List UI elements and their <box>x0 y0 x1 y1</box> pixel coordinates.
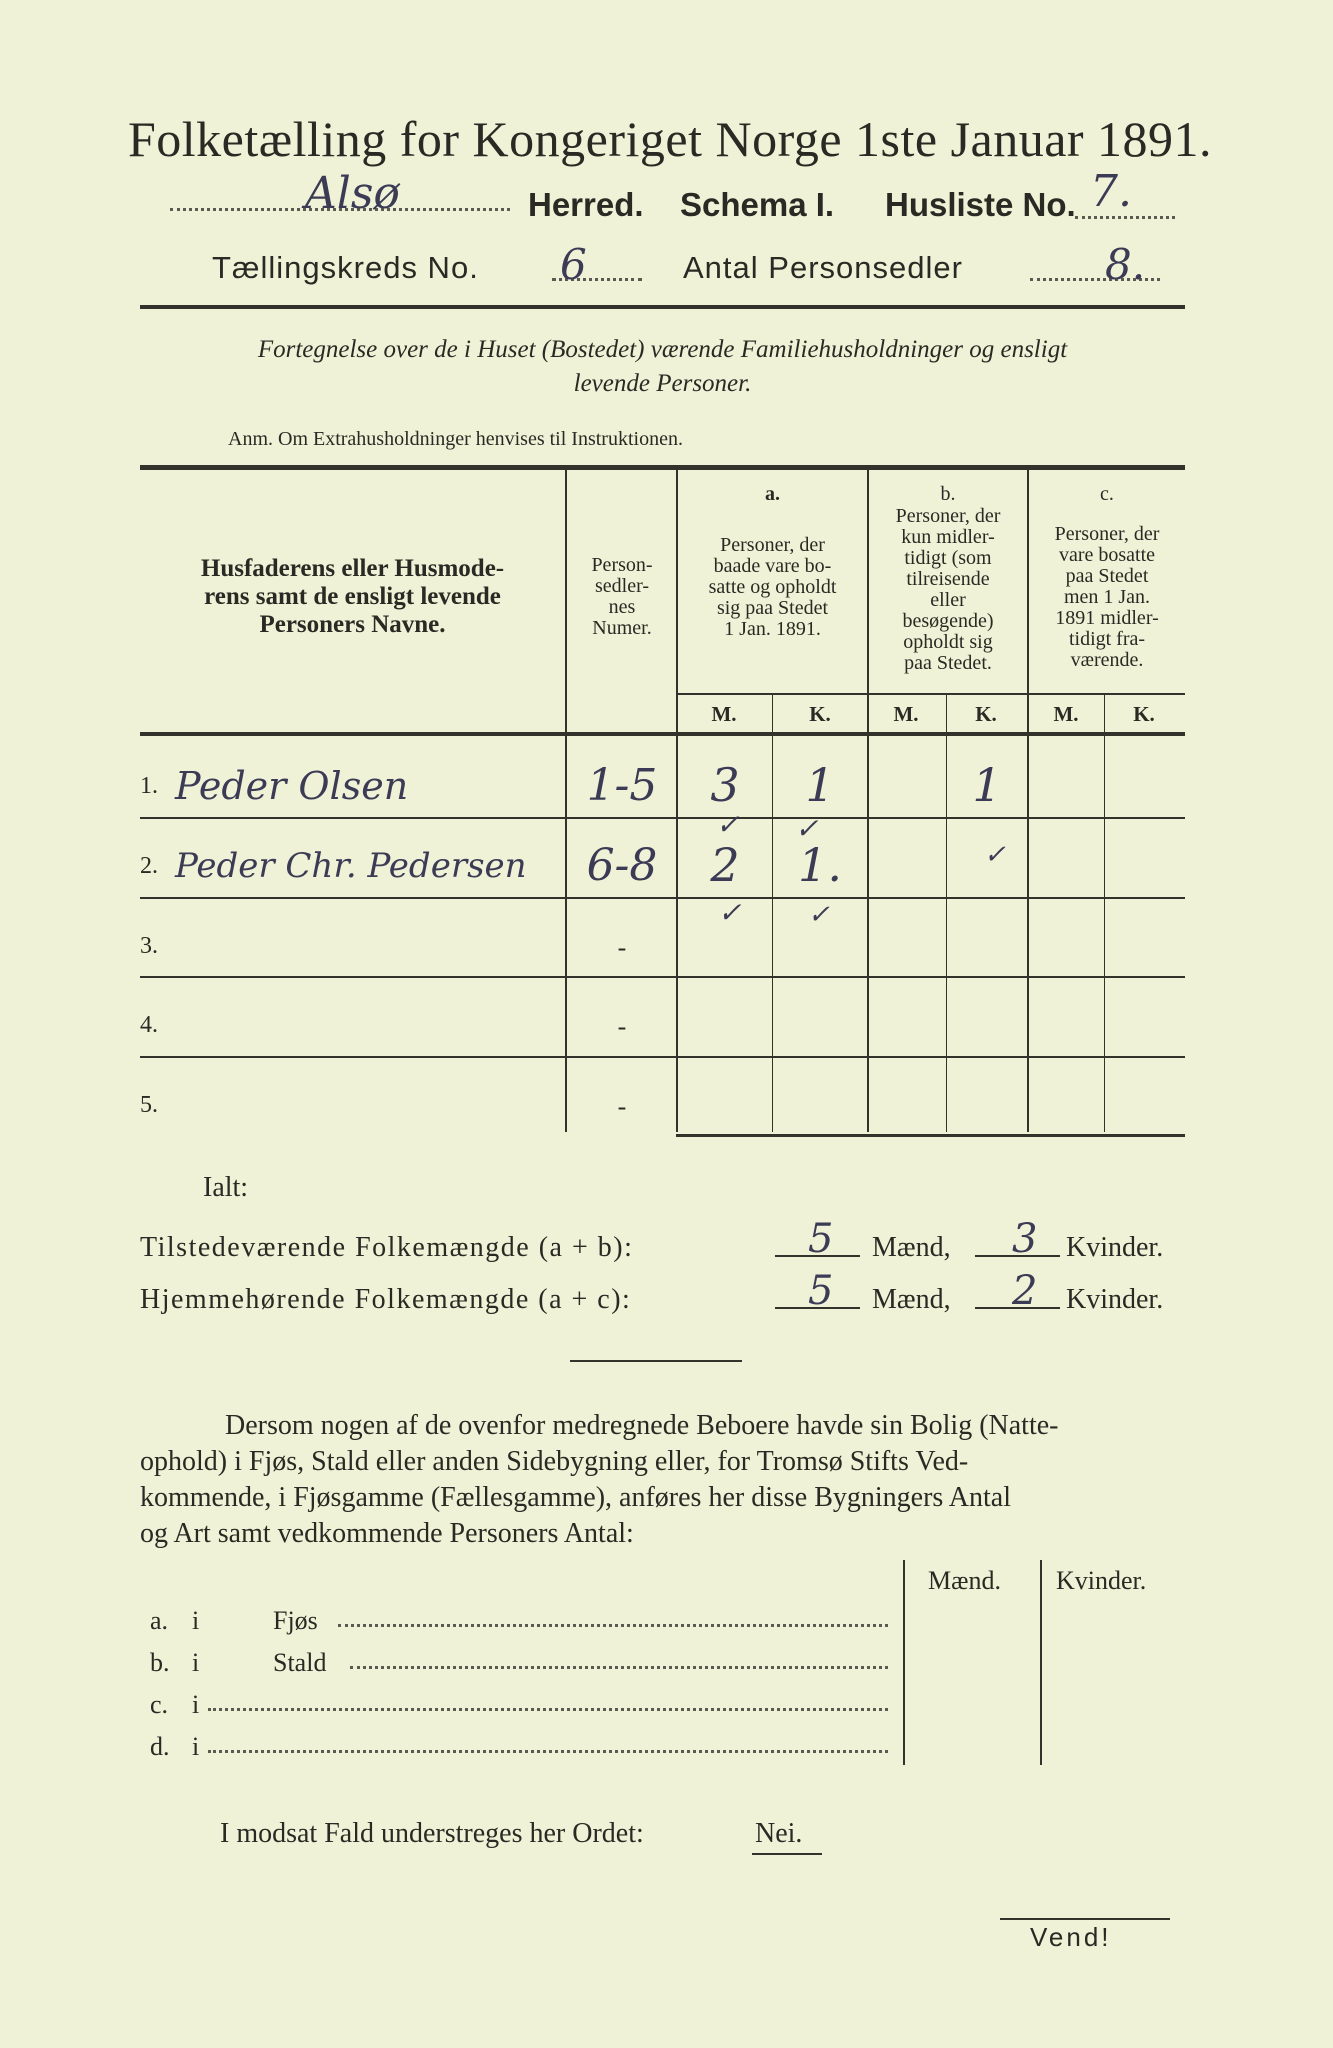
col-head-b <box>869 506 1027 674</box>
row-rule <box>140 1056 1185 1058</box>
row-numer: - <box>617 933 627 962</box>
building-item-label: Stald <box>273 1648 327 1677</box>
building-item-i: i <box>192 1732 200 1761</box>
col-head-c-line: 1891 midler- <box>1055 607 1159 629</box>
row-numer: 6-8 <box>586 840 658 891</box>
row-a-m: 2 <box>710 838 740 892</box>
row-numer: - <box>617 1012 627 1041</box>
mk-c-m: M. <box>1053 702 1079 726</box>
nei-underline <box>752 1853 822 1855</box>
form-title: Folketælling for Kongeriget Norge 1ste Januar 1891. <box>127 111 1213 167</box>
kreds-value: 6 <box>560 240 587 289</box>
col-head-a-line: satte og opholdt <box>708 576 837 598</box>
tilstede-k-value: 3 <box>1012 1216 1038 1262</box>
building-item-i: i <box>192 1606 200 1635</box>
col-head-b-line: tilreisende <box>906 568 990 590</box>
mk-a-m: M. <box>711 702 737 726</box>
col-head-b-line: besøgende) <box>902 610 994 632</box>
row-rule <box>140 817 1185 819</box>
col-head-c-line: paa Stedet <box>1065 565 1149 587</box>
building-dotline <box>208 1750 888 1753</box>
hjemme-k-value: 2 <box>1012 1268 1038 1314</box>
col-head-numer-line: sedler- <box>594 575 649 597</box>
col-head-b-line: opholdt sig <box>903 631 993 653</box>
col-head-b-line: Personer, der <box>895 505 1001 527</box>
building-dotline <box>350 1666 888 1669</box>
antal-value: 8. <box>1105 240 1146 289</box>
nei-word: Nei. <box>755 1818 803 1849</box>
check-mark: ✓ <box>808 900 830 930</box>
schema-label: Schema I. <box>680 186 835 223</box>
col-head-c-line: men 1 Jan. <box>1063 586 1151 608</box>
table-bottom-rule <box>676 1134 1185 1137</box>
col-head-numer-line: Numer. <box>592 617 652 639</box>
building-item-letter: a. <box>150 1606 169 1635</box>
col-head-b-letter: b. <box>940 483 956 505</box>
mk-a-k: K. <box>809 702 831 726</box>
check-mark: ✓ <box>716 808 740 841</box>
row-a-k: 1 <box>805 758 835 812</box>
husliste-label: Husliste No. <box>885 186 1076 223</box>
row-b-k: 1 <box>972 758 1002 812</box>
dersom-line-1: Dersom nogen af de ovenfor medregnede Beboere havde sin Bolig (Natte- <box>225 1410 1059 1441</box>
col-head-numer-line: nes <box>608 596 636 618</box>
kreds-label: Tællingskreds No. <box>212 250 479 285</box>
col-head-names-line: Personers Navne. <box>259 611 446 638</box>
col-head-c-line: Personer, der <box>1054 523 1160 545</box>
check-mark: ✓ <box>984 840 1006 870</box>
building-divider-2 <box>1040 1560 1042 1765</box>
building-item-label: Fjøs <box>273 1606 318 1635</box>
building-item-i: i <box>192 1648 200 1677</box>
row-a-k: 1. <box>798 838 842 892</box>
col-head-names-line: rens samt de ensligt levende <box>204 583 501 610</box>
mk-c-k: K. <box>1133 702 1155 726</box>
row-number: 1. <box>140 773 158 799</box>
row-rule <box>140 897 1185 899</box>
row-numer: 1-5 <box>586 760 658 811</box>
col-head-a <box>678 535 867 640</box>
building-maend-head: Mænd. <box>928 1566 1001 1595</box>
building-item-letter: d. <box>150 1732 170 1761</box>
anm-note: Anm. Om Extrahusholdninger henvises til Instruktionen. <box>228 428 683 450</box>
table-divider-names <box>565 470 567 1132</box>
header-rule <box>140 305 1185 309</box>
herred-label: Herred. <box>528 186 644 223</box>
col-head-b-line: eller <box>930 589 966 611</box>
mk-row-rule <box>676 693 1185 695</box>
vend-rule <box>1000 1918 1170 1920</box>
col-head-b-line: tidigt (som <box>904 547 992 569</box>
col-head-numer-line: Person- <box>591 554 653 576</box>
husliste-value: 7. <box>1090 166 1132 217</box>
dersom-line-2: ophold) i Fjøs, Stald eller anden Sidebygning eller, for Tromsø Stifts Ved- <box>140 1446 969 1477</box>
col-head-b-line: paa Stedet. <box>904 652 992 674</box>
col-head-names-line: Husfaderens eller Husmode- <box>200 555 505 582</box>
tilstede-label: Tilstedeværende Folkemængde (a + b): <box>140 1232 634 1263</box>
hjemme-maend: Mænd, <box>872 1284 951 1315</box>
building-divider-1 <box>903 1560 905 1765</box>
hjemme-m-value: 5 <box>808 1268 834 1314</box>
modsat-text: I modsat Fald understreges her Ordet: <box>220 1818 644 1849</box>
col-head-a-line: 1 Jan. 1891. <box>724 618 821 640</box>
col-head-c <box>1029 524 1185 671</box>
row-rule <box>140 976 1185 978</box>
building-item-letter: b. <box>150 1648 170 1677</box>
ialt-label: Ialt: <box>203 1172 249 1203</box>
col-head-c-line: tidigt fra- <box>1068 628 1146 650</box>
mk-b-k: K. <box>975 702 997 726</box>
herred-value: Alsø <box>305 168 400 219</box>
row-a-m: 3 <box>710 758 740 812</box>
section-divider <box>570 1360 742 1362</box>
col-head-a-line: Personer, der <box>720 534 825 556</box>
vend-text: Vend! <box>1030 1922 1112 1952</box>
col-head-c-line: vare bosatte <box>1058 544 1156 566</box>
col-head-numer <box>568 555 676 639</box>
intro-line-2: levende Personer. <box>573 370 752 397</box>
building-dotline <box>338 1624 888 1627</box>
row-name: Peder Chr. Pedersen <box>175 846 527 886</box>
tilstede-maend: Mænd, <box>872 1232 951 1263</box>
row-numer: - <box>617 1092 627 1121</box>
row-name: Peder Olsen <box>175 764 409 808</box>
intro-line-1: Fortegnelse over de i Huset (Bostedet) værende Familiehusholdninger og ensligt <box>257 336 1068 363</box>
mk-b-m: M. <box>893 702 919 726</box>
row-number: 3. <box>140 933 158 959</box>
row-number: 4. <box>140 1012 158 1038</box>
hjemme-label: Hjemmehørende Folkemængde (a + c): <box>140 1284 632 1315</box>
antal-label: Antal Personsedler <box>683 250 963 285</box>
row-number: 2. <box>140 853 158 879</box>
col-head-c-letter: c. <box>1100 483 1114 505</box>
building-kvinder-head: Kvinder. <box>1056 1566 1147 1595</box>
col-head-b-line: kun midler- <box>901 526 995 548</box>
building-item-letter: c. <box>150 1690 169 1719</box>
building-item-i: i <box>192 1690 200 1719</box>
check-mark: ✓ <box>795 812 819 845</box>
building-dotline <box>208 1708 888 1711</box>
col-head-a-line: sig paa Stedet <box>716 597 829 619</box>
check-mark: ✓ <box>718 896 742 929</box>
col-head-names <box>145 555 560 639</box>
hjemme-kvinder: Kvinder. <box>1066 1284 1164 1315</box>
dersom-line-4: og Art samt vedkommende Personers Antal: <box>140 1518 634 1549</box>
col-head-c-line: værende. <box>1070 649 1144 671</box>
table-divider-c-mk <box>1104 693 1105 1132</box>
tilstede-kvinder: Kvinder. <box>1066 1232 1164 1263</box>
dersom-line-3: kommende, i Fjøsgamme (Fællesgamme), anføres her disse Bygningers Antal <box>140 1482 1011 1513</box>
tilstede-m-value: 5 <box>808 1216 834 1262</box>
row-number: 5. <box>140 1092 158 1118</box>
col-head-a-letter: a. <box>765 483 780 505</box>
col-head-a-line: baade vare bo- <box>713 555 832 577</box>
